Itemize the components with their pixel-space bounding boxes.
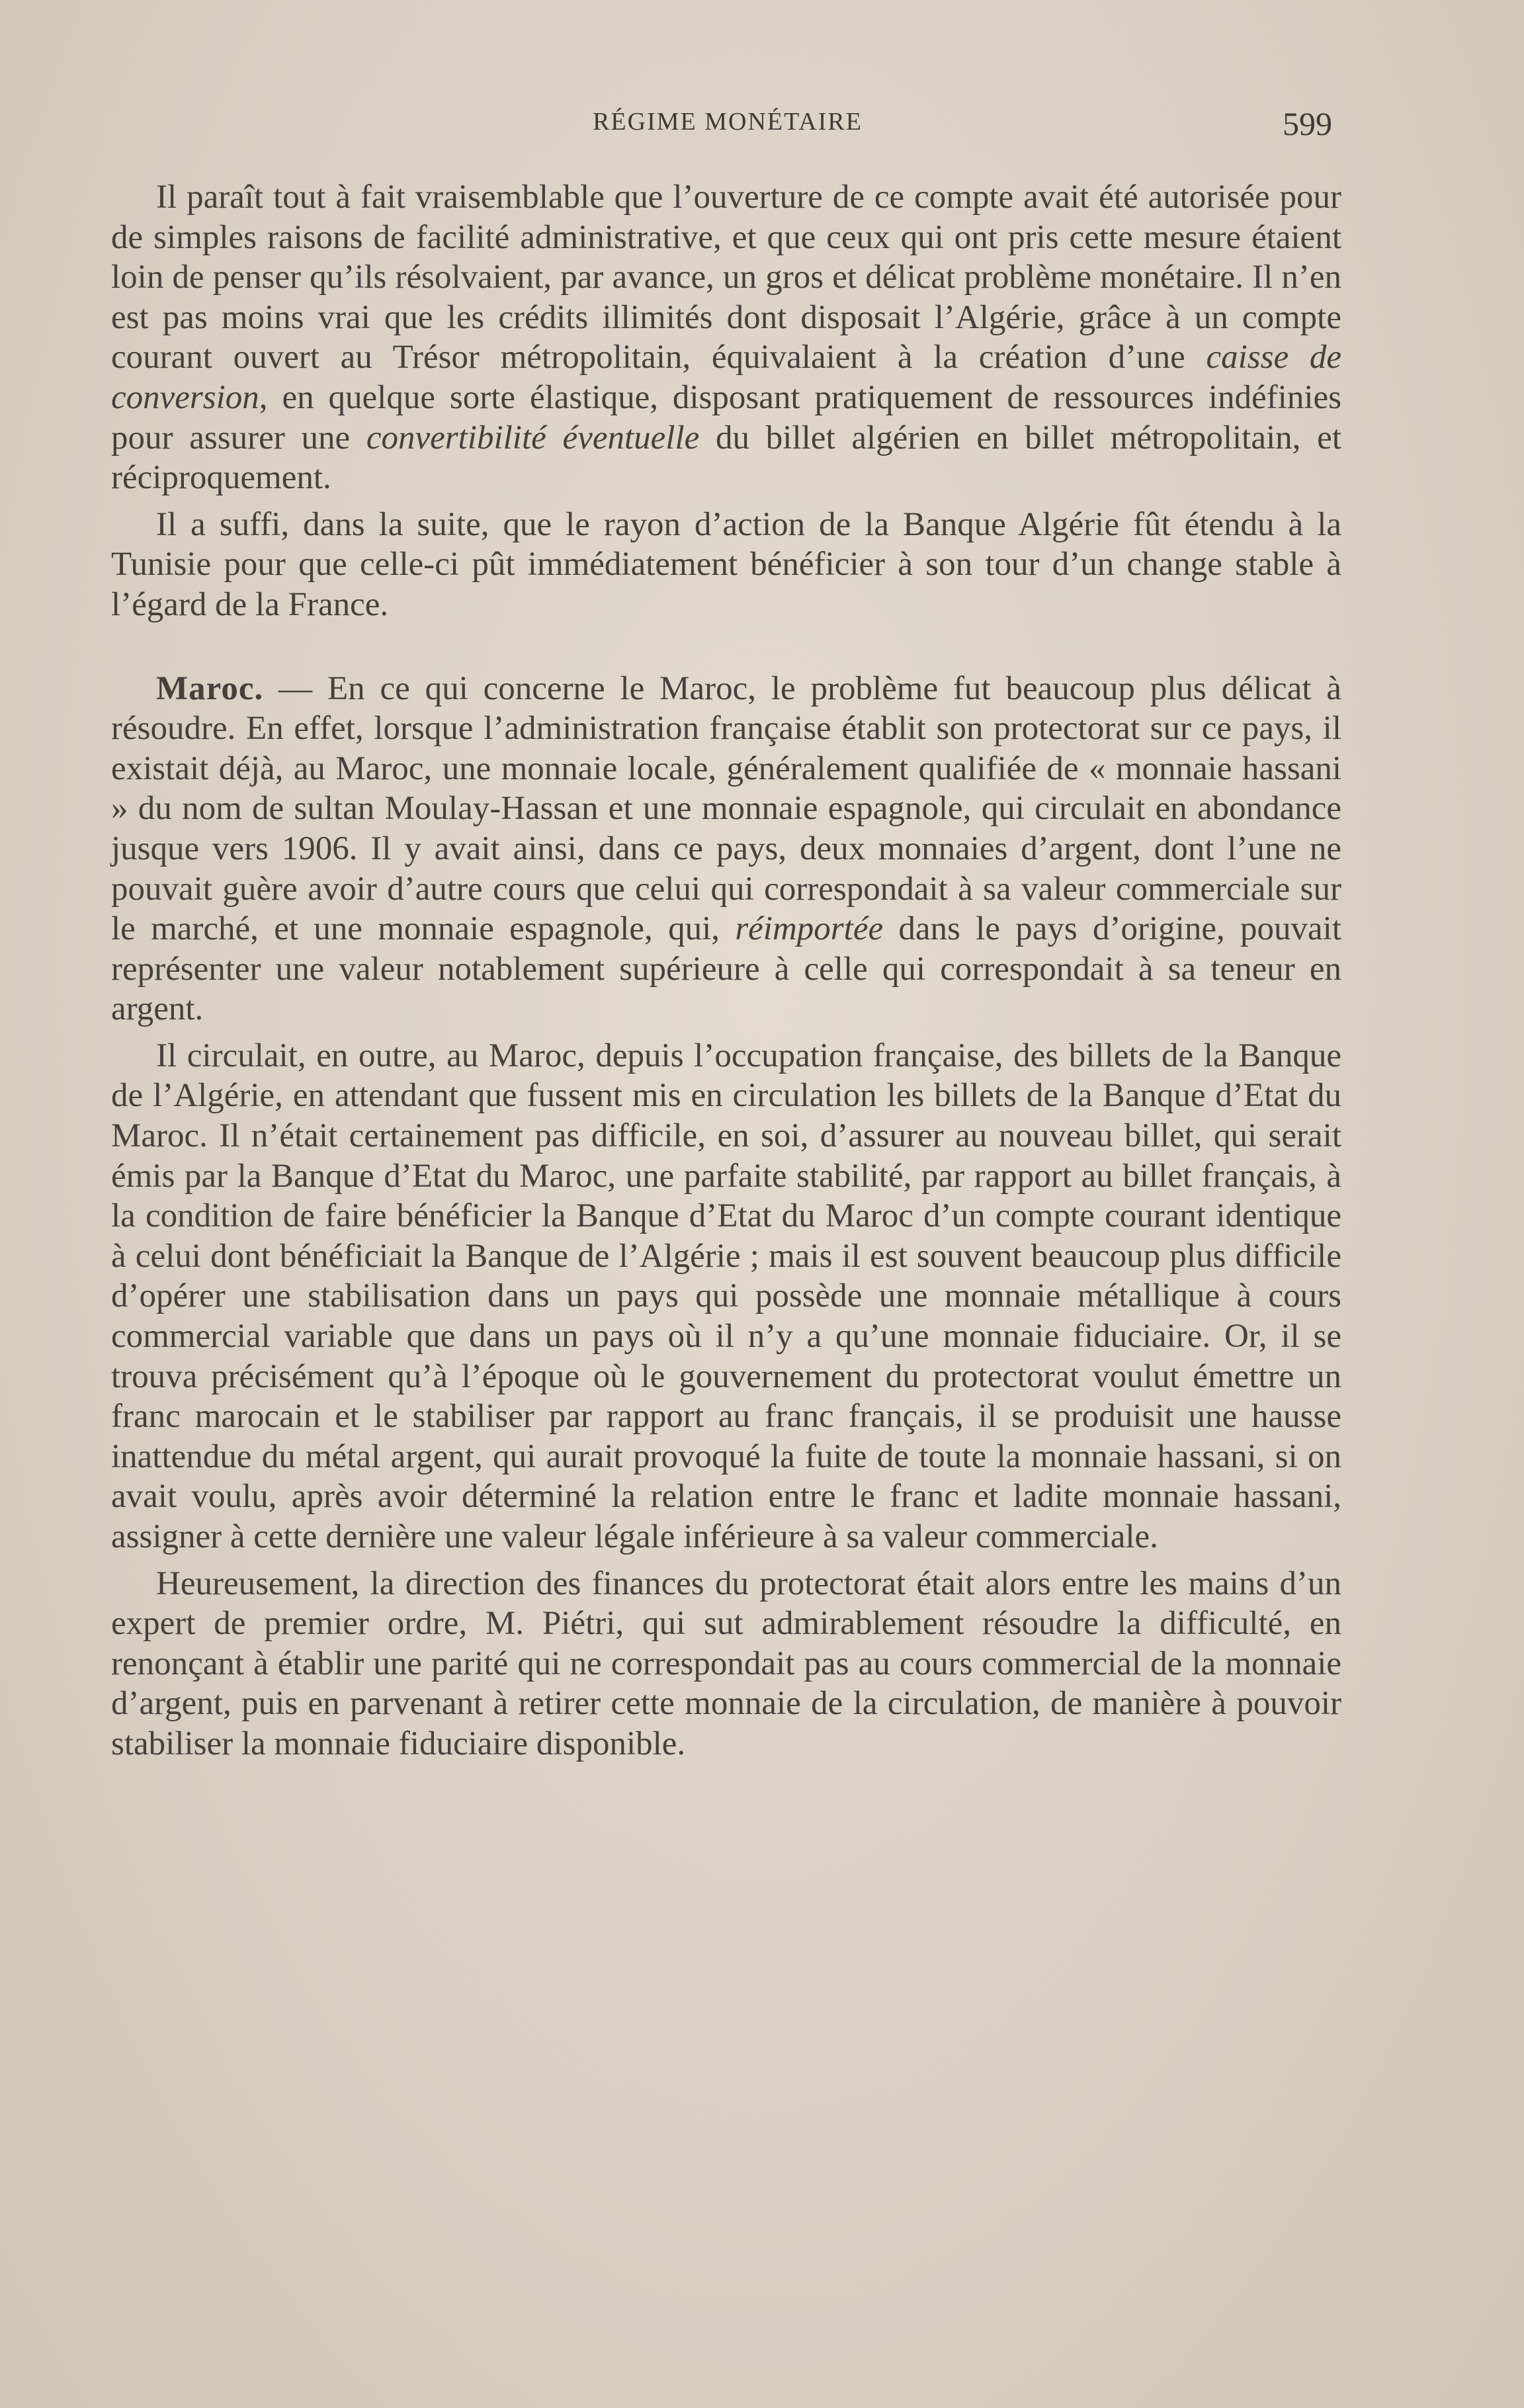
body-text [111, 177, 1341, 1764]
section-title-maroc: Maroc. [156, 669, 264, 707]
italic-convertibilite-eventuelle: convertibilité éventuelle [366, 419, 700, 456]
italic-reimportee: réimportée [735, 910, 884, 948]
paragraph-1-text-a: Il paraît tout à fait vraisemblable que l’ouverture de ce compte avait été autorisée pour de simples raisons de facilité administrative, et que ceux qui ont pris cette mesure étaient loin de penser qu’ils résolvaient, par avance, un gros et délicat problème monétaire. Il n’en est pas moins vrai que les crédits illimités dont disposait l’Algérie, grâce à un compte courant ouvert au Trésor métropolitain, équivalaient à la création d’une [111, 179, 1341, 376]
page-header [112, 105, 1343, 157]
page-number: 599 [1283, 105, 1332, 142]
paragraph-1-text-b: , en quelque sorte élastique, disposant pratiquement de ressources indéfinies pour assurer une [111, 378, 1341, 456]
running-head: RÉGIME MONÉTAIRE [593, 108, 863, 136]
paragraph-maroc [111, 669, 1341, 1029]
paragraph-2: Il a suffi, dans la suite, que le rayon d’action de la Banque Algérie fût étendu à la Tunisie pour que celle-ci pût immédiatement bénéficier à son tour d’un change stable à l’égard de la France. [111, 505, 1341, 623]
paragraph-1-text-c: du billet algérien en billet métropolitain, et réciproquement. [111, 419, 1341, 497]
paragraph-3-text-b: dans le pays d’origine, pouvait représenter une valeur notablement supérieure à celle qui correspondait à sa teneur en argent. [111, 910, 1341, 1028]
paragraph-3-text-a: — En ce qui concerne le Maroc, le problème fut beaucoup plus délicat à résoudre. En effet, lorsque l’administration française établit son protectorat sur ce pays, il existait déjà, au Maroc, une monnaie locale, généralement qualifiée de « monnaie hassani » du nom de sultan Moulay-Hassan et une monnaie espagnole, qui circulait en abondance jusque vers 1906. Il y avait ainsi, dans ce pays, deux monnaies d’argent, dont l’une ne pouvait guère avoir d’autre cours que celui qui correspondait à sa valeur commerciale sur le marché, et une monnaie espagnole, qui, [111, 669, 1341, 948]
paragraph-5: Heureusement, la direction des finances du protectorat était alors entre les mains d’un expert de premier ordre, M. Piétri, qui sut admirablement résoudre la difficulté, en renonçant à établir une parité qui ne correspondait pas au cours commercial de la monnaie d’argent, puis en parvenant à retirer cette monnaie de la circulation, de manière à pouvoir stabiliser la monnaie fiduciaire disponible. [111, 1565, 1341, 1762]
paragraph-1 [111, 177, 1341, 498]
paragraph-4: Il circulait, en outre, au Maroc, depuis l’occupation française, des billets de la Banque de l’Algérie, en attendant que fussent mis en circulation les billets de la Banque d’Etat du Maroc. Il n’était certainement pas difficile, en soi, d’assurer au nouveau billet, qui serait émis par la Banque d’Etat du Maroc, une parfaite stabilité, par rapport au billet français, à la condition de faire bénéficier la Banque d’Etat du Maroc d’un compte courant identique à celui dont bénéficiait la Banque de l’Algérie ; mais il est souvent beaucoup plus difficile d’opérer une stabilisation dans un pays qui possède une monnaie métallique à cours commercial variable que dans un pays où il n’y a qu’une monnaie fiduciaire. Or, il se trouva précisément qu’à l’époque où le gouvernement du protectorat voulut émettre un franc marocain et le stabiliser par rapport au franc français, il se produisit une hausse inattendue du métal argent, qui aurait provoqué la fuite de toute la monnaie hassani, si on avait voulu, après avoir déterminé la relation entre le franc et ladite monnaie hassani, assigner à cette dernière une valeur légale inférieure à sa valeur commerciale. [111, 1037, 1341, 1555]
italic-caisse-de-conversion: caisse de conversion [111, 339, 1341, 416]
